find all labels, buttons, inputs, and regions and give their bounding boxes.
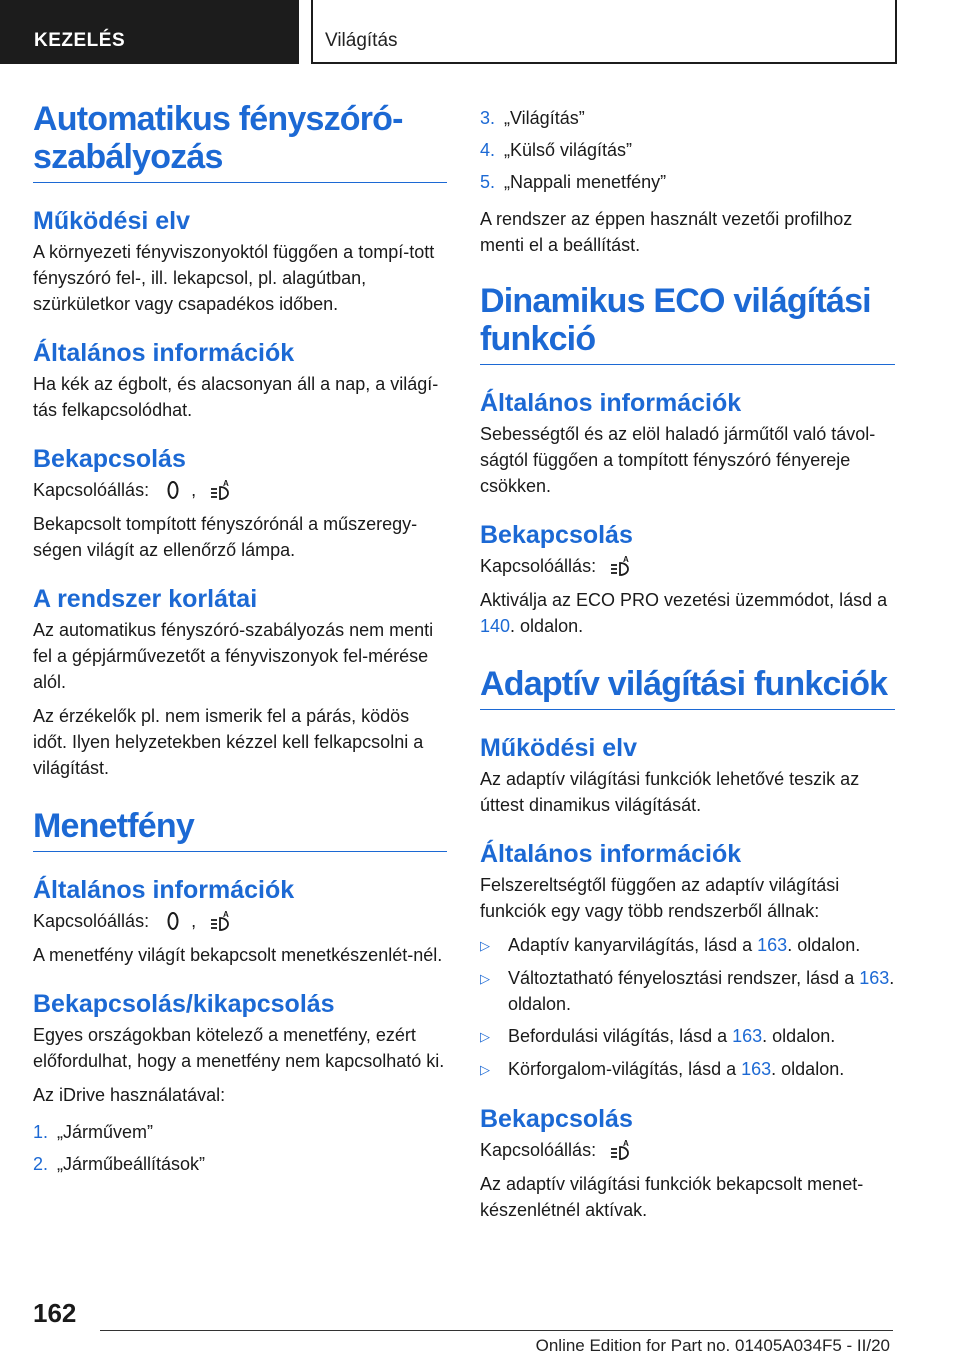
list-item: ▷ Adaptív kanyarvilágítás, lásd a 163. oldalon.: [480, 932, 895, 959]
chapter-tab: [0, 0, 299, 64]
svg-text:A: A: [623, 1139, 629, 1148]
triangle-bullet-icon: ▷: [480, 1062, 490, 1077]
running-light-section: [33, 807, 447, 1180]
footer-divider: [100, 1330, 893, 1331]
svg-text:A: A: [223, 479, 229, 488]
page-link[interactable]: 163: [741, 1059, 772, 1079]
bullet-list: [480, 932, 895, 1083]
auto-headlight-icon: [610, 555, 630, 577]
page-link[interactable]: 163: [732, 1026, 763, 1046]
paragraph: A rendszer az éppen használt vezetői profilhoz menti el a beállítást.: [480, 209, 853, 255]
subheading: Működési elv: [33, 207, 190, 235]
light-switch-zero-icon: [163, 910, 183, 932]
auto-headlight-icon: [210, 910, 230, 932]
switch-position-line: Kapcsolóállás: , A: [33, 479, 229, 500]
paragraph: Felszereltségtől függően az adaptív világítási funkciók egy vagy több rendszerből állnak:: [480, 875, 840, 921]
switch-position-line: Kapcsolóállás: A: [480, 1139, 629, 1160]
list-item: ▷ Befordulási világítás, lásd a 163. oldalon.: [480, 1023, 895, 1050]
left-column: [33, 100, 447, 1206]
paragraph: A menetfény világít bekapcsolt menetkészenlét-nél.: [33, 945, 443, 965]
auto-headlight-icon: [210, 479, 230, 501]
right-column: [480, 102, 895, 1249]
adaptive-light-section: [480, 665, 895, 1223]
subheading: Bekapcsolás: [480, 521, 633, 549]
subheading: Általános információk: [33, 876, 295, 904]
subheading: A rendszer korlátai: [33, 585, 258, 613]
light-switch-zero-icon: [163, 479, 183, 501]
list-item: ▷ Körforgalom-világítás, lásd a 163. oldalon.: [480, 1056, 895, 1083]
paragraph: Sebességtől és az elöl haladó járműtől való távol-ságtól függően a tompított fényszóró fényereje csökken.: [480, 424, 876, 496]
subheading: Bekapcsolás: [480, 1105, 633, 1133]
paragraph: Egyes országokban kötelező a menetfény, ezért előfordulhat, hogy a menetfény nem kapcsolható ki.: [33, 1025, 445, 1071]
paragraph: Az adaptív világítási funkciók lehetővé teszik az úttest dinamikus világítását.: [480, 769, 860, 815]
paragraph: A környezeti fényviszonyoktól függően a tompí-tott fényszóró fel-, ill. lekapcsol, pl. alagútban, szürkületkor vagy csapadékos időben.: [33, 242, 435, 314]
list-item: ▷ Változtatható fényelosztási rendszer, lásd a 163. oldalon.: [480, 965, 895, 1017]
paragraph: Aktiválja az ECO PRO vezetési üzemmódot, lásd a 140. oldalon.: [480, 590, 888, 636]
list-item: 2. „Járműbeállítások”: [33, 1154, 206, 1174]
list-item: 1. „Járművem”: [33, 1122, 154, 1142]
page-link[interactable]: 163: [859, 968, 890, 988]
step-list: [33, 1116, 447, 1180]
page-link[interactable]: 163: [757, 935, 788, 955]
switch-position-line: Kapcsolóállás: , A: [33, 910, 229, 931]
list-item: 3. „Világítás”: [480, 108, 585, 128]
paragraph: Az iDrive használatával:: [33, 1085, 226, 1105]
subheading: Bekapcsolás: [33, 445, 186, 473]
section-heading: Dinamikus ECO világítási funkció: [480, 282, 895, 365]
triangle-bullet-icon: ▷: [480, 938, 490, 953]
step-list: [480, 102, 895, 198]
subheading: Bekapcsolás/kikapcsolás: [33, 990, 335, 1018]
paragraph: Az automatikus fényszóró-szabályozás nem menti fel a gépjárművezetőt a fényviszonyok fel-mérése alól.: [33, 620, 434, 692]
triangle-bullet-icon: ▷: [480, 1029, 490, 1044]
section-heading: Menetfény: [33, 807, 447, 852]
list-item: 4. „Külső világítás”: [480, 140, 633, 160]
list-item: 5. „Nappali menetfény”: [480, 172, 667, 192]
triangle-bullet-icon: ▷: [480, 971, 490, 986]
chapter-title: KEZELÉS: [34, 30, 126, 51]
auto-headlight-section: [33, 100, 447, 781]
section-tab: [311, 0, 897, 64]
section-heading: Automatikus fényszóró-szabályozás: [33, 100, 447, 183]
eco-light-section: [480, 282, 895, 639]
switch-position-line: Kapcsolóállás: A: [480, 555, 629, 576]
paragraph: Az érzékelők pl. nem ismerik fel a párás, ködös időt. Ilyen helyzetekben kézzel kell felkapcsolni a világítást.: [33, 706, 424, 778]
page-number: 162: [33, 1298, 77, 1328]
subheading: Működési elv: [480, 734, 637, 762]
svg-text:A: A: [623, 555, 629, 564]
subheading: Általános információk: [33, 339, 295, 367]
subheading: Általános információk: [480, 840, 742, 868]
svg-text:A: A: [223, 910, 229, 919]
auto-headlight-icon: [610, 1139, 630, 1161]
page-link[interactable]: 140: [480, 616, 511, 636]
subheading: Általános információk: [480, 389, 742, 417]
paragraph: Ha kék az égbolt, és alacsonyan áll a nap, a világí-tás felkapcsolódhat.: [33, 374, 439, 420]
section-heading: Adaptív világítási funkciók: [480, 665, 895, 710]
paragraph: Az adaptív világítási funkciók bekapcsolt menet-készenlétnél aktívak.: [480, 1174, 864, 1220]
paragraph: Bekapcsolt tompított fényszórónál a műszeregy-ségen világít az ellenőrző lámpa.: [33, 514, 418, 560]
section-title: Világítás: [325, 30, 398, 51]
edition-text: Online Edition for Part no. 01405A034F5 - II/20: [535, 1336, 890, 1355]
